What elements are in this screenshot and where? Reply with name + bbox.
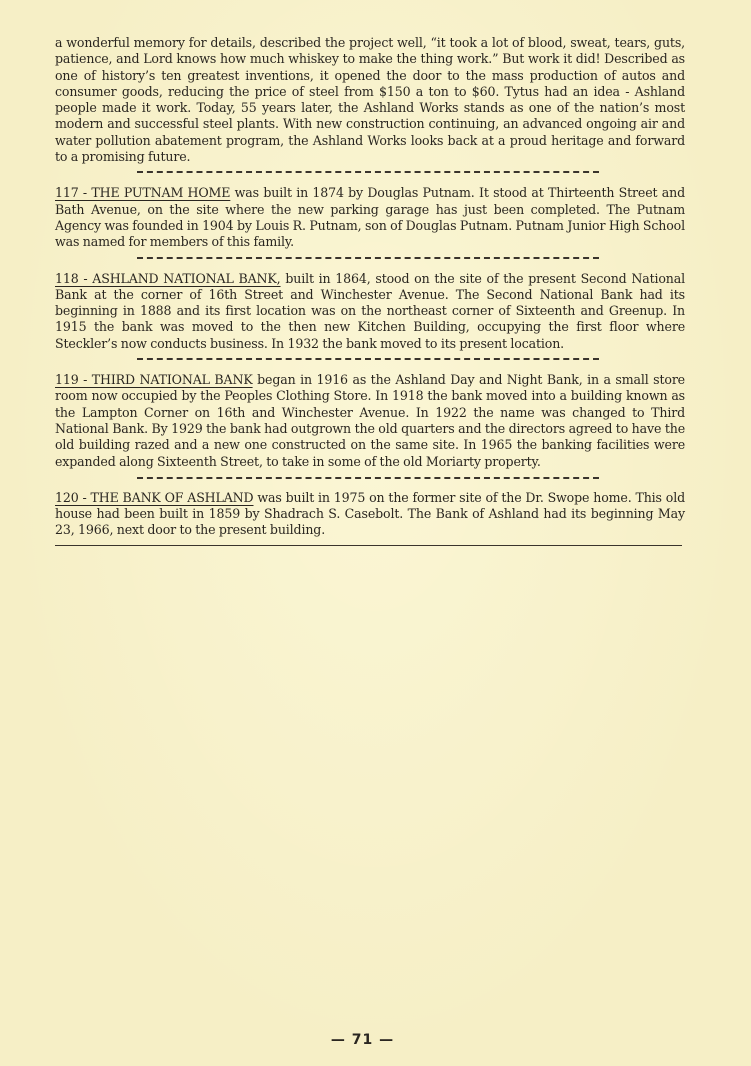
entry-text: was built in 1975 on the former site of the Dr. Swope home. This old house had been built in 1859 by Shadrach S. Casebolt. The Bank of Ashland had its beginning May 23, 1966, next door to the present building. bbox=[55, 489, 685, 538]
entry-119 bbox=[55, 372, 685, 470]
entry-title: 120 - THE BANK OF ASHLAND bbox=[55, 489, 254, 505]
entry-117 bbox=[55, 185, 685, 250]
closing-rule bbox=[55, 545, 682, 546]
entry-120 bbox=[55, 490, 685, 539]
page-number: — 71 — bbox=[330, 1032, 395, 1048]
page-content bbox=[55, 35, 685, 546]
section-divider bbox=[137, 358, 599, 360]
section-divider bbox=[137, 477, 599, 479]
entry-title: 117 - THE PUTNAM HOME bbox=[55, 185, 231, 201]
intro-text: a wonderful memory for details, described the project well, “it took a lot of blood, sweat, tears, guts, patience, and Lord knows how much whiskey to make the thing work.” But work it did! Described as one of history’s ten greatest inventions, it opened the door to the mass production of autos and consumer goods, reducing the price of steel from $150 a ton to $60. Tytus had an idea - Ashland people made it work. Today, 55 years later, the Ashland Works stands as one of the nation’s most modern and successful steel plants. With new construction continuing, an advanced ongoing air and water pollution abatement program, the Ashland Works looks back at a proud heritage and forward to a promising future. bbox=[55, 35, 685, 165]
entry-text: began in 1916 as the Ashland Day and Night Bank, in a small store room now occupied by the Peoples Clothing Store. In 1918 the bank moved into a building known as the Lampton Corner on 16th and Winchester Avenue. In 1922 the name was changed to Third National Bank. By 1929 the bank had outgrown the old quarters and the directors agreed to have the old building razed and a new one constructed on the same site. In 1965 the banking facilities were expanded along Sixteenth Street, to take in some of the old Moriarty property. bbox=[55, 372, 685, 469]
section-divider bbox=[137, 171, 599, 173]
entry-title: 118 - ASHLAND NATIONAL BANK, bbox=[55, 270, 281, 286]
entry-text: was built in 1874 by Douglas Putnam. It stood at Thirteenth Street and Bath Avenue, on the site where the new parking garage has just been completed. The Putnam Agency was founded in 1904 by Louis R. Putnam, son of Douglas Putnam. Putnam Junior High School was named for members of this family. bbox=[55, 185, 685, 250]
section-divider bbox=[137, 257, 599, 259]
entry-118 bbox=[55, 271, 685, 352]
entry-title: 119 - THIRD NATIONAL BANK bbox=[55, 372, 253, 388]
intro-paragraph bbox=[55, 35, 685, 165]
entry-text: built in 1864, stood on the site of the present Second National Bank at the corner of 16th Street and Winchester Avenue. The Second National Bank had its beginning in 1888 and its first location was on the northeast corner of Sixteenth and Greenup. In 1915 the bank was moved to the then new Kitchen Building, occupying the first floor where Steckler’s now conducts business. In 1932 the bank moved to its present location. bbox=[55, 270, 686, 351]
